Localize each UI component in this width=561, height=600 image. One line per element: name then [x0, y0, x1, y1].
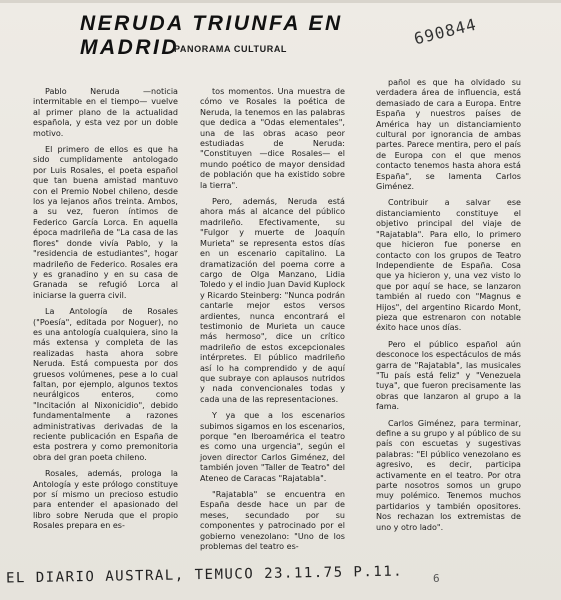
paragraph: Contribuir a salvar ese distanciamiento constituye el objetivo principal del viaje de "Rajatabla". Para ello, lo primero que hicieron fue ponerse en contacto con los grupos de Teatro Independiente de España. Cosa que ya hicieron y, una vez visto lo que por aquí se hace, se lanzaron también al ruedo con "Magnus e Hijos", del argentino Ricardo Mont, pieza que estrenaron con notable éxito hace unos días. [376, 198, 521, 333]
handwritten-source-note: EL DIARIO AUSTRAL, TEMUCO 23.11.75 P.11. [5, 563, 404, 587]
paragraph: "Rajatabla" se encuentra en España desde hace un par de meses, secundado por su componentes y patrocinado por el gobierno venezolano: "Uno de los problemas del teatro es- [200, 490, 345, 552]
paragraph: Carlos Giménez, para terminar, define a su grupo y al público de su país con escuetas y sugestivas palabras: "El público venezolano es agresivo, es decir, participa activamente en el teatro. Por otra parte nosotros somos un grupo muy polémico. Tenemos muchos partidarios y también opositores. Nos rechazan los extremistas de uno y otro lado". [376, 418, 521, 532]
article-column-1 [33, 87, 178, 538]
paragraph: tos momentos. Una muestra de cómo ve Rosales la poética de Neruda, la tenemos en las palabras que dedica a "Odas elementales", una de las obras acaso peor estudiadas de Neruda: "Constituyen —dice Rosales— el mundo poético de mayor densidad de población que ha existido sobre la tierra". [200, 87, 345, 190]
article-headline: NERUDA TRIUNFA EN MADRID [80, 12, 343, 59]
paragraph: El primero de ellos es que ha sido cumplidamente antologado por Luis Rosales, el poeta español que tan buena amistad mantuvo con el Premio Nobel chileno, desde los ya lejanos años treinta. Ambos, a su vez, fueron íntimos de Federico García Lorca. En aquella época madrileña de "La casa de las flores" donde vivía Pablo, y la "residencia de estudiantes", hogar madrileño de Federico. Rosales era y es granadino y en su casa de Granada se refugió Lorca al iniciarse la guerra civil. [33, 145, 178, 300]
page-edge [0, 0, 561, 3]
article-column-2 [200, 87, 345, 558]
paragraph: Rosales, además, prologa la Antología y este prólogo constituye por sí mismo un precioso estudio para entender el apasionado del libro sobre Neruda que el propio Rosales prepara en es- [33, 469, 178, 531]
paragraph: Pero el público español aún desconoce los espectáculos de más garra de "Rajatabla", las musicales "Tu país está feliz" y "Venezuela tuya", que fueron precisamente las obras que lanzaron al grupo a la fama. [376, 339, 521, 412]
paragraph: Pablo Neruda —noticia intermitable en el tiempo— vuelve al primer plano de la actualidad española, y esta vez por un doble motivo. [33, 87, 178, 138]
paragraph: pañol es que ha olvidado su verdadera área de influencia, está demasiado de cara a Europa. Entre España y nuestros países de América hay un distanciamiento cultural por ignorancia de ambas partes. Parece mentira, pero el país de Europa con el que menos contacto tenemos hasta ahora está España", se lamenta Carlos Giménez. [376, 78, 521, 192]
paragraph: Pero, además, Neruda está ahora más al alcance del público madrileño. Efectivamente, su "Fulgor y muerte de Joaquín Murieta" se representa estos días en un escenario capitalino. La dramatización del poema corre a cargo de Olga Manzano, Lidia Toledo y el indio Juan David Kuplock y Ricardo Steinberg: "Nunca podrán cantarle mejor estos versos ardientes, nunca encontrará el testimonio de Murieta un cauce más hermoso", dice un crítico madrileño de estos excepcionales intérpretes. El público madrileño así lo ha comprendido y de aquí que subraye con aplausos nutridos y nada convencionales todas y cada una de las representaciones. [200, 197, 345, 404]
handwritten-mark: 6 [433, 572, 440, 585]
section-subhead: PANORAMA CULTURAL [174, 44, 288, 54]
handwritten-catalog-number: 690844 [412, 14, 479, 49]
paragraph: Y ya que a los escenarios subimos sigamos en los escenarios, porque "en Iberoamérica el teatro es como una urgencia", según el joven director Carlos Giménez, del también joven "Taller de Teatro" del Ateneo de Caracas "Rajatabla". [200, 411, 345, 483]
article-column-3 [376, 78, 521, 539]
paragraph: La Antología de Rosales ("Poesía", editada por Noguer), no es una antología cualquiera, sino la más extensa y completa de las realizadas hasta ahora sobre Neruda. Está compuesta por dos gruesos volúmenes, pese a lo cual faltan, por ejemplo, algunos textos neurálgicos enteros, como "Incitación al Nixonicidio", debido fundamentalmente a razones administrativas derivadas de la reciente publicación en España de esta postrera y como premonitoria obra del gran poeta chileno. [33, 307, 178, 462]
